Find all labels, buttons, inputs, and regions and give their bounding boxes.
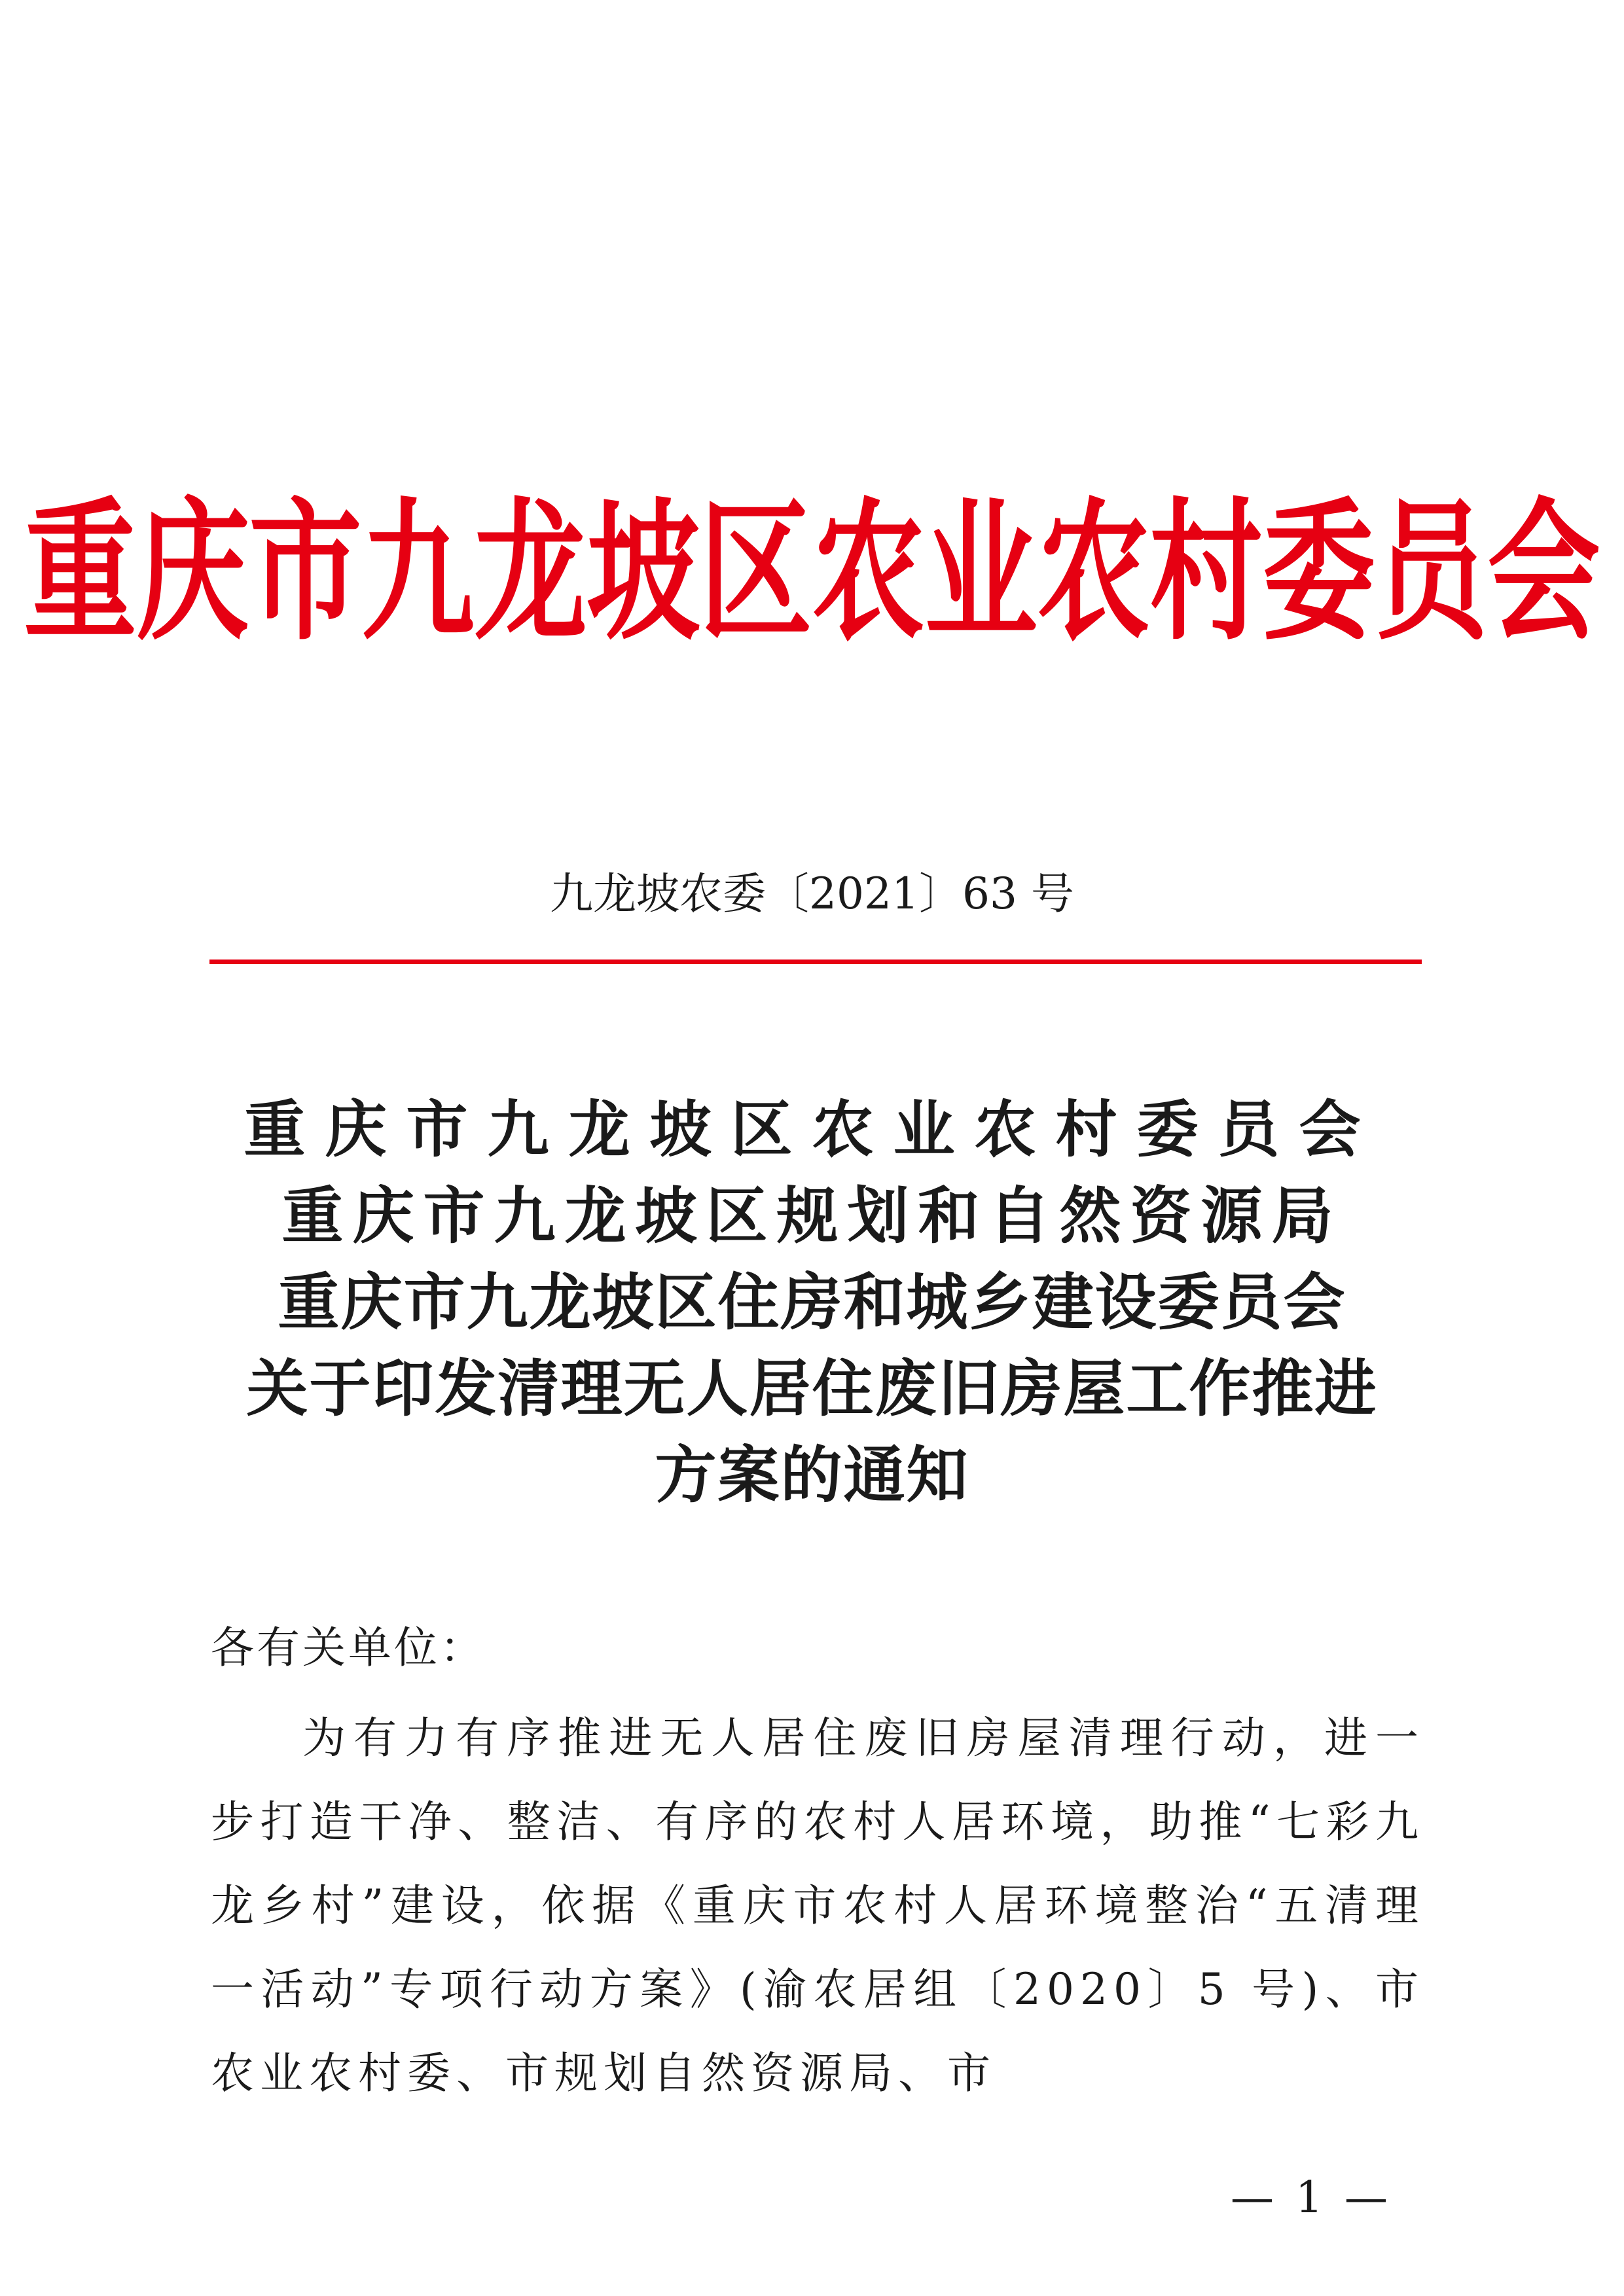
body-paragraph: 为有力有序推进无人居住废旧房屋清理行动，进一步打造干净、整洁、有序的农村人居环境，助推“七彩九龙乡村”建设，依据《重庆市农村人居环境整治“五清理一活动”专项行动方案》(渝农居组〔2020〕5 号)、市农业农村委、市规划自然资源局、市	[211, 1713, 1424, 2098]
document-title	[0, 1086, 1624, 1518]
title-line-5: 方案的通知	[655, 1439, 969, 1511]
masthead-title: 重庆市九龙坡区农业农村委员会	[24, 483, 1600, 661]
title-line-3: 重庆市九龙坡区住房和城乡建设委员会	[278, 1266, 1346, 1338]
page-number: — 1 —	[1231, 2172, 1392, 2223]
title-line-4: 关于印发清理无人居住废旧房屋工作推进	[246, 1353, 1378, 1425]
title-line-1: 重庆市九龙坡区农业农村委员会	[244, 1094, 1380, 1166]
red-divider-line	[209, 960, 1422, 964]
title-line-2: 重庆市九龙坡区规划和自然资源局	[281, 1180, 1343, 1252]
document-number: 九龙坡农委〔2021〕63 号	[550, 869, 1074, 919]
salutation: 各有关单位：	[211, 1623, 486, 1673]
